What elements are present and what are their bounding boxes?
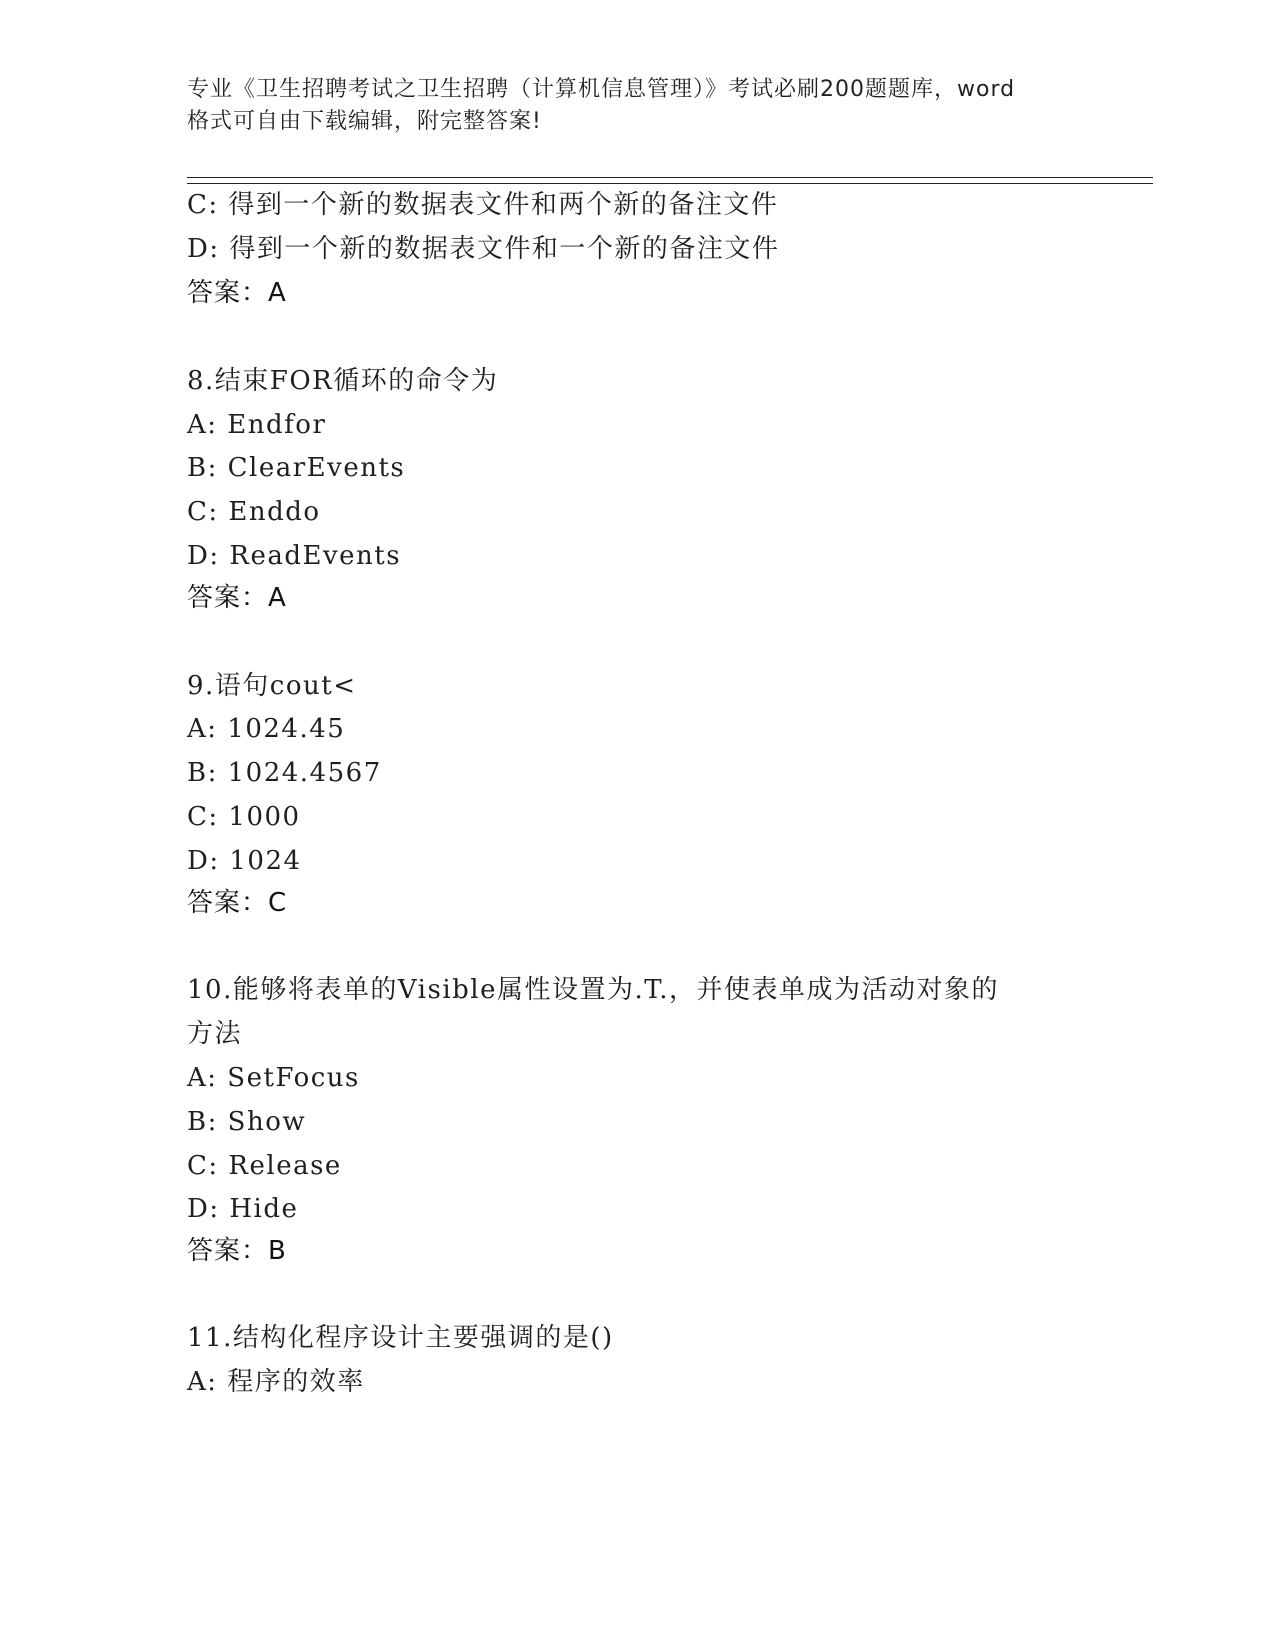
q10-answer: 答案：B	[187, 1236, 287, 1266]
document-header	[187, 74, 1087, 138]
q11-question: 11.结构化程序设计主要强调的是()	[187, 1323, 614, 1353]
header-divider-bottom	[187, 183, 1153, 184]
header-line-1: 专业《卫生招聘考试之卫生招聘（计算机信息管理）》考试必刷200题题库，word	[187, 77, 1016, 102]
q10-question-line-2: 方法	[187, 1019, 243, 1049]
header-divider-top	[187, 177, 1153, 178]
q7-answer: 答案：A	[187, 278, 287, 308]
q8-answer: 答案：A	[187, 583, 287, 613]
q7-option-d: D: 得到一个新的数据表文件和一个新的备注文件	[187, 234, 780, 264]
header-line-2: 格式可自由下载编辑，附完整答案!	[187, 109, 542, 134]
q8-option-b: B: ClearEvents	[187, 453, 406, 483]
q9-option-a: A: 1024.45	[187, 714, 346, 744]
q10-option-a: A: SetFocus	[187, 1063, 360, 1093]
q9-option-c: C: 1000	[187, 802, 301, 832]
q9-answer: 答案：C	[187, 888, 288, 918]
q9-question: 9.语句cout<	[187, 671, 357, 701]
q8-option-c: C: Enddo	[187, 497, 321, 527]
q7-option-c: C: 得到一个新的数据表文件和两个新的备注文件	[187, 190, 779, 220]
q10-option-c: C: Release	[187, 1151, 342, 1181]
q8-option-d: D: ReadEvents	[187, 541, 402, 571]
q10-option-d: D: Hide	[187, 1194, 299, 1224]
q10-question-line-1: 10.能够将表单的Visible属性设置为.T.，并使表单成为活动对象的	[187, 975, 1000, 1005]
q8-question: 8.结束FOR循环的命令为	[187, 366, 499, 396]
q9-option-b: B: 1024.4567	[187, 758, 382, 788]
q11-option-a: A: 程序的效率	[187, 1367, 365, 1397]
q10-option-b: B: Show	[187, 1107, 307, 1137]
q8-option-a: A: Endfor	[187, 410, 327, 440]
q9-option-d: D: 1024	[187, 846, 302, 876]
